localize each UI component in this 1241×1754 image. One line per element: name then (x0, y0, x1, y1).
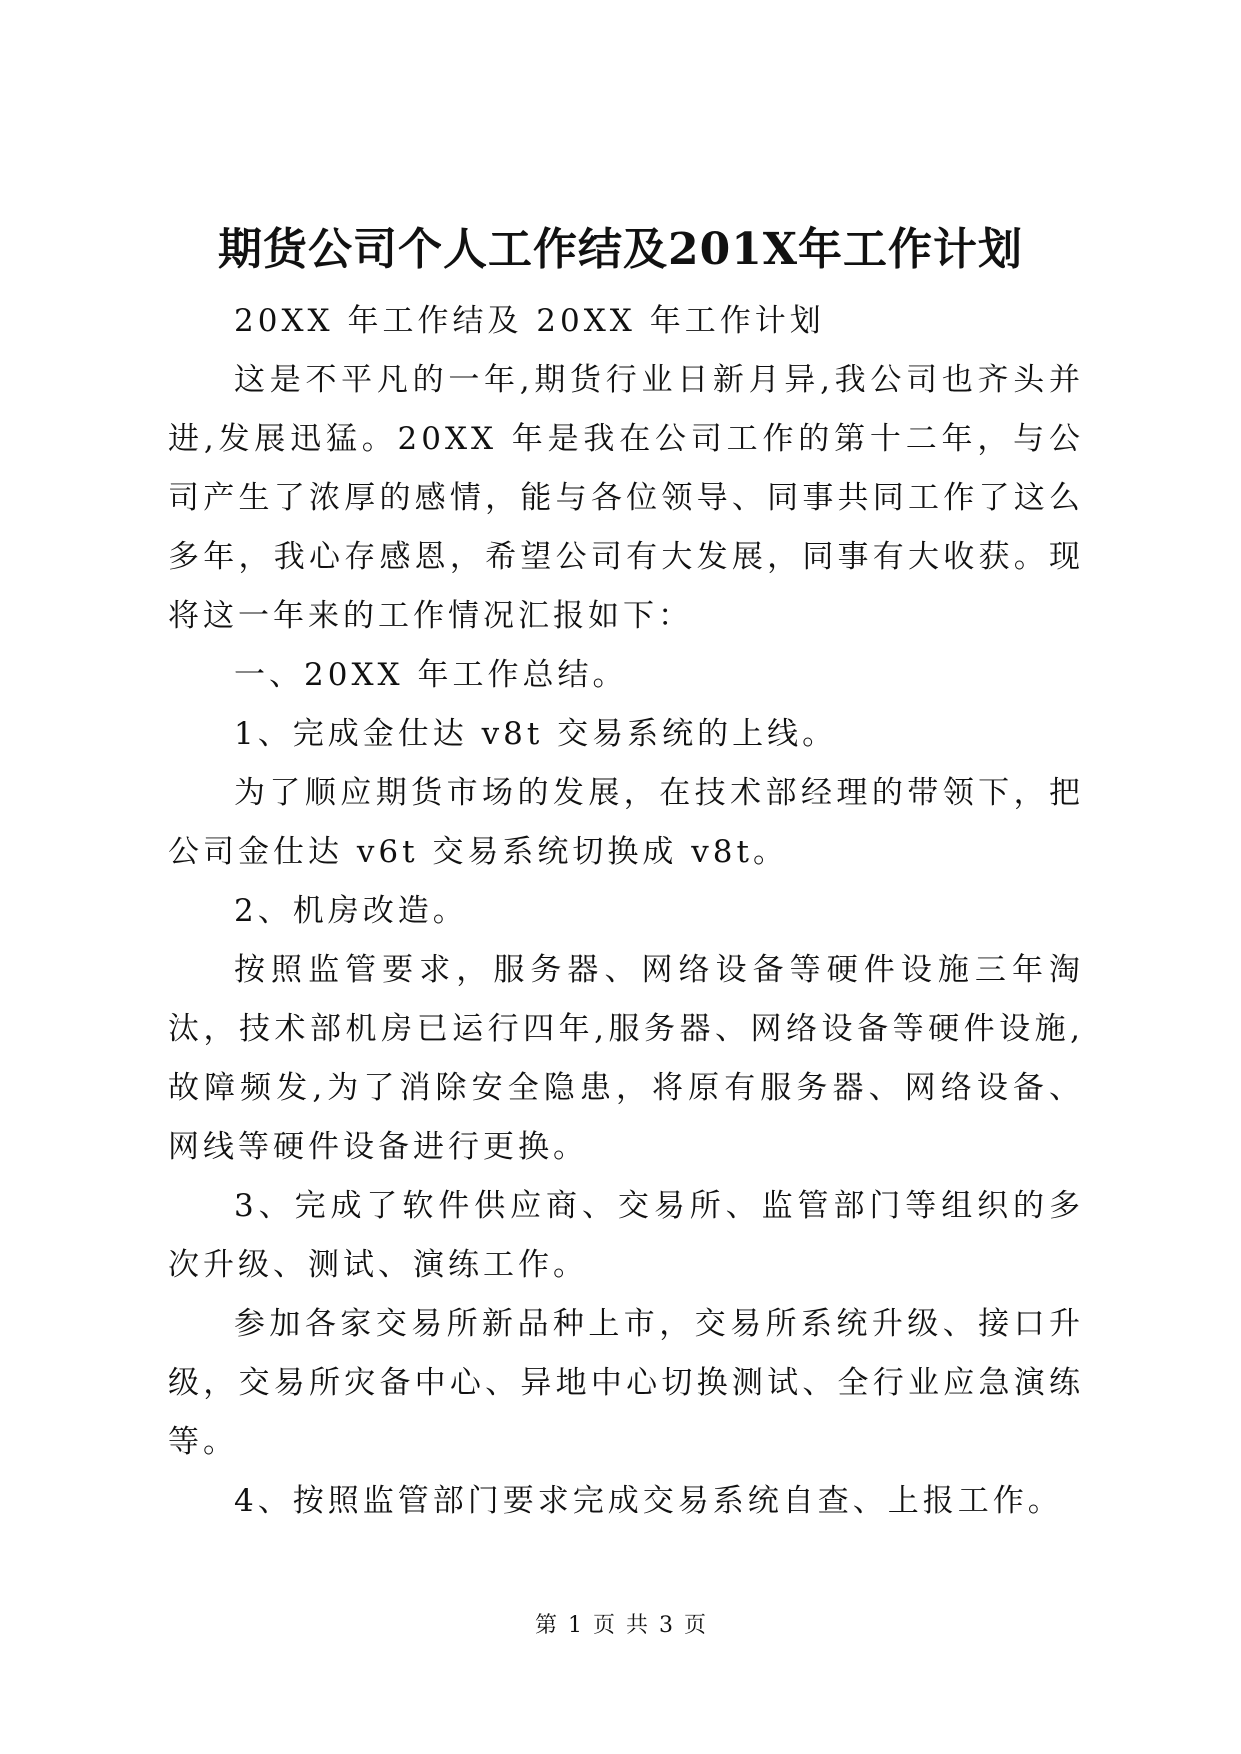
item-body-3: 参加各家交易所新品种上市，交易所系统升级、接口升级，交易所灾备中心、异地中心切换测试、全行业应急演练等。 (168, 1306, 1084, 1460)
page-footer: 第 1 页 共 3 页 (535, 1613, 706, 1638)
document-title: 期货公司个人工作结及201X年工作计划 (218, 224, 1023, 275)
item-body-2: 按照监管要求，服务器、网络设备等硬件设施三年淘汰，技术部机房已运行四年,服务器、网络设备等硬件设施,故障频发,为了消除安全隐患，将原有服务器、网络设备、网线等硬件设备进行更换。 (168, 952, 1084, 1165)
document-body (168, 292, 1084, 1531)
item-heading-2: 2、机房改造。 (234, 893, 468, 929)
item-heading-4: 4、按照监管部门要求完成交易系统自查、上报工作。 (234, 1483, 1063, 1519)
item-heading-1: 1、完成金仕达 v8t 交易系统的上线。 (234, 716, 838, 752)
item-body-1: 为了顺应期货市场的发展，在技术部经理的带领下，把公司金仕达 v6t 交易系统切换成 v8t。 (168, 775, 1084, 870)
section-heading-summary: 一、20XX 年工作总结。 (234, 657, 628, 693)
paragraph-intro: 这是不平凡的一年,期货行业日新月异,我公司也齐头并进,发展迅猛。20XX 年是我在公司工作的第十二年，与公司产生了浓厚的感情，能与各位领导、同事共同工作了这么多年，我心存感恩，希望公司有大发展，同事有大收获。现将这一年来的工作情况汇报如下： (168, 362, 1084, 634)
item-heading-3: 3、完成了软件供应商、交易所、监管部门等组织的多次升级、测试、演练工作。 (168, 1188, 1084, 1283)
paragraph-subtitle: 20XX 年工作结及 20XX 年工作计划 (234, 303, 825, 339)
